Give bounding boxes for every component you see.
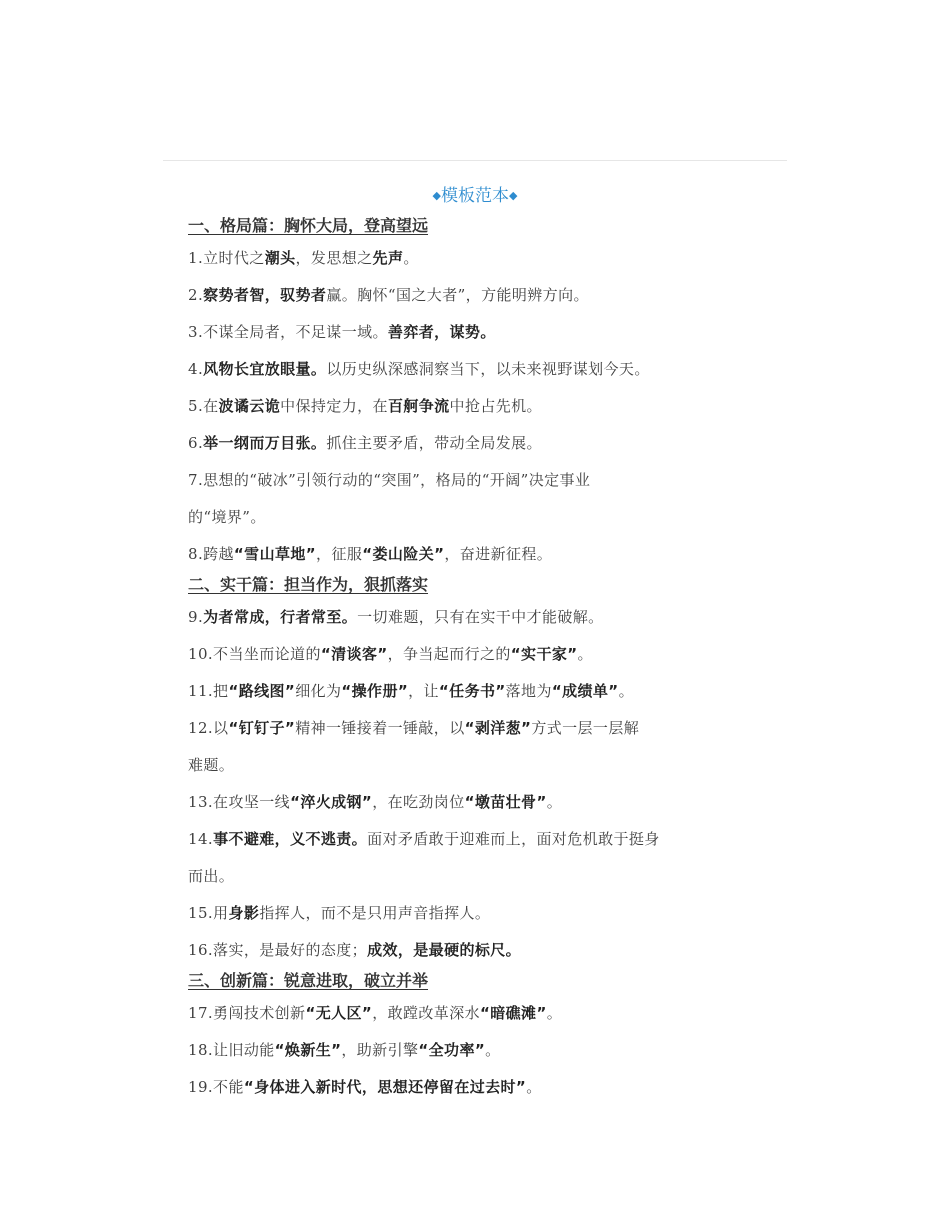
top-divider (163, 160, 787, 161)
emphasis-text: “实干家” (510, 645, 578, 663)
body-text: 7.思想的“破冰”引领行动的“突围”，格局的“开阔”决定事业 (188, 471, 591, 489)
emphasis-text: “墩苗壮骨” (464, 793, 547, 811)
emphasis-text: 成效，是最硬的标尺。 (367, 941, 522, 959)
body-text: 13.在攻坚一线 (188, 793, 291, 811)
body-text: 一切难题，只有在实干中才能破解。 (357, 608, 604, 626)
page-title (0, 184, 950, 208)
body-text: ，敢蹚改革深水 (372, 1004, 480, 1022)
emphasis-text: “任务书” (438, 682, 506, 700)
body-text: 指挥人，而不是只用声音指挥人。 (259, 904, 491, 922)
list-item (188, 499, 760, 536)
emphasis-text: “身体进入新时代，思想还停留在过去时” (243, 1078, 527, 1096)
emphasis-text: “焕新生” (274, 1041, 342, 1059)
body-text: 抓住主要矛盾，带动全局发展。 (326, 434, 542, 452)
emphasis-text: “操作册” (341, 682, 409, 700)
body-text: ，在吃劲岗位 (372, 793, 465, 811)
diamond-right-icon: ◆ (509, 189, 518, 202)
emphasis-text: 百舸争流 (387, 397, 450, 415)
body-text: 。 (485, 1041, 501, 1059)
body-text: 以历史纵深感洞察当下，以未来视野谋划今天。 (326, 360, 650, 378)
body-text: 中保持定力，在 (280, 397, 388, 415)
body-text: 19.不能 (188, 1078, 244, 1096)
body-text: ，发思想之 (295, 249, 373, 267)
emphasis-text: “暗礁滩” (480, 1004, 547, 1022)
body-text: 赢。胸怀“国之大者”，方能明辨方向。 (326, 286, 589, 304)
list-item (188, 314, 760, 351)
emphasis-text: “清谈客” (320, 645, 388, 663)
list-item (188, 710, 760, 747)
list-item (188, 425, 760, 462)
list-item (188, 462, 760, 499)
body-text: 8.跨越 (188, 545, 234, 563)
body-text: 11.把 (188, 682, 229, 700)
emphasis-text: “娄山险关” (362, 545, 445, 563)
body-text: 12.以 (188, 719, 229, 737)
emphasis-text: 先声 (372, 249, 404, 267)
section-heading: 二、实干篇：担当作为，狠抓落实 (188, 575, 429, 594)
emphasis-text: 事不避难，义不逃责。 (213, 830, 368, 848)
body-text: ，争当起而行之的 (387, 645, 511, 663)
body-text: 。 (618, 682, 634, 700)
body-text: 的“境界”。 (188, 508, 266, 526)
list-item (188, 747, 760, 784)
body-text: 9. (188, 608, 204, 626)
list-item (188, 932, 760, 969)
emphasis-text: “路线图” (228, 682, 296, 700)
emphasis-text: 风物长宜放眼量。 (203, 360, 327, 378)
body-text: 15.用 (188, 904, 229, 922)
list-item (188, 673, 760, 710)
body-text: 精神一锤接着一锤敲，以 (295, 719, 465, 737)
list-item (188, 536, 760, 573)
list-item (188, 636, 760, 673)
body-text: 中抢占先机。 (449, 397, 542, 415)
list-item (188, 351, 760, 388)
list-item (188, 388, 760, 425)
list-item (188, 784, 760, 821)
list-item (188, 821, 760, 858)
body-text: ，助新引擎 (341, 1041, 419, 1059)
body-text: 。 (577, 645, 593, 663)
body-text: 面对矛盾敢于迎难而上，面对危机敢于挺身 (367, 830, 660, 848)
body-text: 落地为 (505, 682, 552, 700)
body-text: 16.落实，是最好的态度； (188, 941, 368, 959)
section-heading: 一、格局篇：胸怀大局，登高望远 (188, 216, 429, 235)
body-text: 。 (546, 1004, 563, 1022)
emphasis-text: “成绩单” (551, 682, 619, 700)
emphasis-text: 察势者智，驭势者 (203, 286, 327, 304)
section-heading: 三、创新篇：锐意进取，破立并举 (188, 971, 429, 990)
body-text: 18.让旧动能 (188, 1041, 275, 1059)
body-text: 难题。 (188, 756, 235, 774)
emphasis-text: 波谲云诡 (218, 397, 281, 415)
body-text: 2. (188, 286, 204, 304)
body-text: 而出。 (188, 867, 235, 885)
emphasis-text: 潮头 (264, 249, 296, 267)
list-item (188, 1032, 760, 1069)
body-text: 6. (188, 434, 204, 452)
list-item (188, 240, 760, 277)
body-text: 5.在 (188, 397, 219, 415)
emphasis-text: “钉钉子” (228, 719, 296, 737)
body-text: 17.勇闯技术创新 (188, 1004, 306, 1022)
emphasis-text: 举一纲而万目张。 (203, 434, 327, 452)
body-text: 。 (526, 1078, 542, 1096)
list-item (188, 599, 760, 636)
list-item (188, 858, 760, 895)
body-text: 4. (188, 360, 204, 378)
body-text: 14. (188, 830, 214, 848)
body-text: 10.不当坐而论道的 (188, 645, 321, 663)
emphasis-text: 为者常成，行者常至。 (203, 608, 358, 626)
body-text: 细化为 (295, 682, 342, 700)
body-text: ，奋进新征程。 (444, 545, 553, 563)
body-text: ，让 (408, 682, 439, 700)
emphasis-text: “无人区” (305, 1004, 373, 1022)
list-item (188, 895, 760, 932)
body-text: 方式一层一层解 (531, 719, 640, 737)
body-text: 3.不谋全局者，不足谋一域。 (188, 323, 388, 341)
body-text: 。 (546, 793, 563, 811)
emphasis-text: 身影 (228, 904, 260, 922)
diamond-left-icon: ◆ (432, 189, 441, 202)
emphasis-text: “淬火成钢” (290, 793, 373, 811)
list-item (188, 995, 760, 1032)
emphasis-text: “全功率” (418, 1041, 486, 1059)
emphasis-text: “雪山草地” (233, 545, 317, 563)
body-text: 1.立时代之 (188, 249, 265, 267)
emphasis-text: “剥洋葱” (464, 719, 532, 737)
page-title-text: 模板范本 (441, 186, 509, 206)
body-text: ，征服 (316, 545, 363, 563)
body-text: 。 (403, 249, 419, 267)
emphasis-text: 善弈者，谋势。 (387, 323, 496, 341)
document-body (188, 214, 760, 1106)
list-item (188, 1069, 760, 1106)
list-item (188, 277, 760, 314)
